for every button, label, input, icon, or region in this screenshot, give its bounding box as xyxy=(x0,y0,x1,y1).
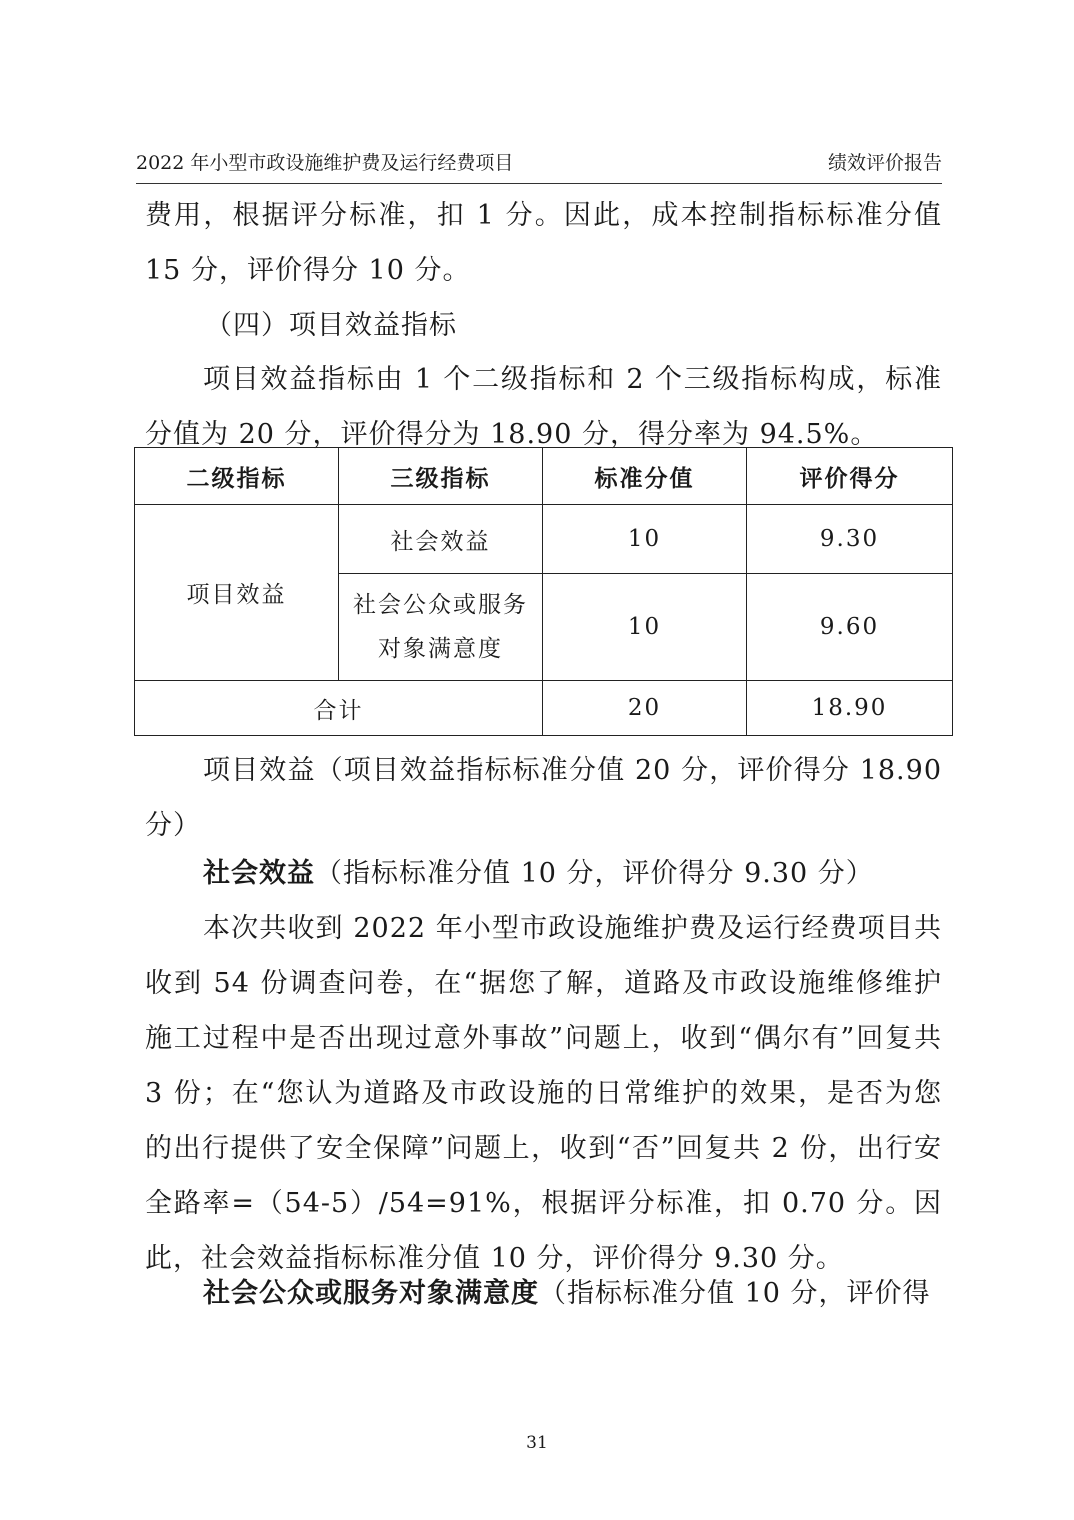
indicator-line: 对象满意度 xyxy=(378,636,503,662)
total-score-cell: 18.90 xyxy=(747,681,953,736)
paragraph-satisfaction-title xyxy=(145,1266,942,1321)
satisfaction-score: （指标标准分值 10 分，评价得 xyxy=(539,1278,931,1309)
header-title: 2022 年小型市政设施维护费及运行经费项目 xyxy=(136,152,514,174)
paragraph-survey-details: 本次共收到 2022 年小型市政设施维护费及运行经费项目共收到 54 份调查问卷，在“据您了解，道路及市政设施维修维护施工过程中是否出现过意外事故”问题上，收到“偶尔有”回复共 3 份；在“您认为道路及市政设施的日常维护的效果，是否为您的出行提供了安全保障”问题上，收到“否”回复共 2 份，出行安全路率=（54-5）/54=91%，根据评分标准，扣 0.70 分。因此，社会效益指标标准分值 10 分，评价得分 9.30 分。 xyxy=(145,913,942,1274)
header-divider xyxy=(136,183,942,184)
table-header-cell: 评价得分 xyxy=(747,448,953,505)
social-benefit-score: （指标标准分值 10 分，评价得分 9.30 分） xyxy=(315,858,874,889)
indicator-cell: 社会效益 xyxy=(339,505,543,574)
section-heading: （四）项目效益指标 xyxy=(205,310,457,341)
total-standard-cell: 20 xyxy=(543,681,747,736)
table-header-cell: 三级指标 xyxy=(339,448,543,505)
paragraph-social-benefit-title xyxy=(145,846,942,901)
paragraph-cost-control: 费用，根据评分标准，扣 1 分。因此，成本控制指标标准分值 15 分，评价得分 10 分。 xyxy=(145,200,942,286)
table-header-cell: 二级指标 xyxy=(135,448,339,505)
evaluated-score-cell: 9.60 xyxy=(747,574,953,681)
table-total-row xyxy=(135,681,953,736)
social-benefit-label: 社会效益 xyxy=(203,858,315,889)
header-report-type: 绩效评价报告 xyxy=(827,152,942,174)
total-label-cell: 合计 xyxy=(135,681,543,736)
paragraph-benefit-summary: 项目效益指标由 1 个二级指标和 2 个三级指标构成，标准分值为 20 分，评价得分为 18.90 分，得分率为 94.5%。 xyxy=(145,364,942,450)
table-header-cell: 标准分值 xyxy=(543,448,747,505)
indicator-line: 社会公众或服务 xyxy=(353,592,528,618)
score-table xyxy=(134,447,953,736)
paragraph-benefit-total: 项目效益（项目效益指标标准分值 20 分，评价得分 18.90 分） xyxy=(145,755,942,841)
page-number: 31 xyxy=(526,1433,548,1453)
satisfaction-label: 社会公众或服务对象满意度 xyxy=(203,1278,539,1309)
group-label-cell: 项目效益 xyxy=(135,505,339,681)
table-header-row xyxy=(135,448,953,505)
standard-score-cell: 10 xyxy=(543,574,747,681)
table-row xyxy=(135,505,953,574)
evaluated-score-cell: 9.30 xyxy=(747,505,953,574)
indicator-cell xyxy=(339,574,543,681)
standard-score-cell: 10 xyxy=(543,505,747,574)
